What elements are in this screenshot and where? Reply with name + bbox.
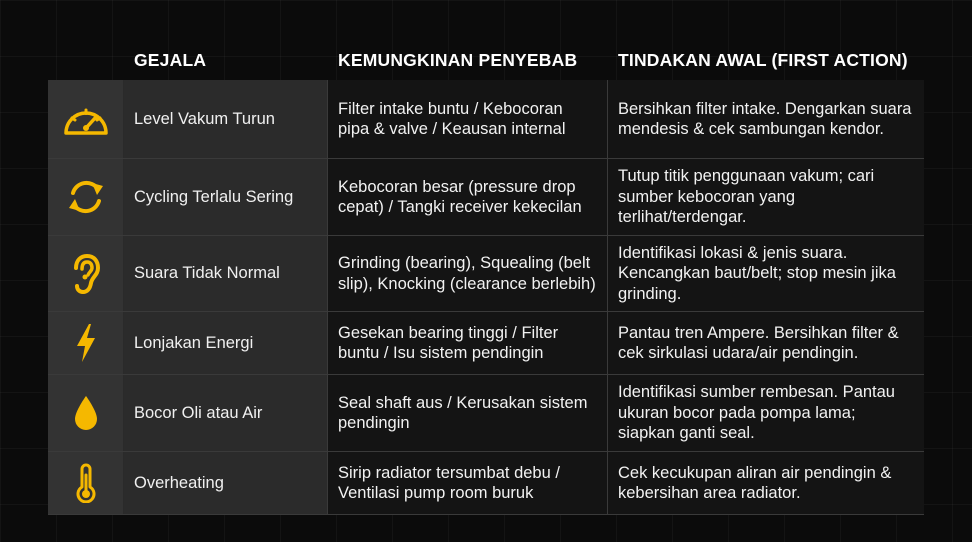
cycle-arrows-icon bbox=[64, 175, 108, 219]
cause-text: Seal shaft aus / Kerusakan sistem pendingin bbox=[328, 375, 608, 451]
icon-cell bbox=[48, 159, 124, 235]
table-row bbox=[48, 236, 924, 312]
table-row bbox=[48, 375, 924, 452]
table-header bbox=[48, 40, 924, 80]
cause-text: Sirip radiator tersumbat debu / Ventilasi pump room buruk bbox=[328, 452, 608, 514]
cause-text: Grinding (bearing), Squealing (belt slip), Knocking (clearance berlebih) bbox=[328, 236, 608, 311]
symptom-label: Cycling Terlalu Sering bbox=[124, 159, 328, 235]
action-text: Identifikasi sumber rembesan. Pantau ukuran bocor pada pompa lama; siapkan ganti seal. bbox=[608, 375, 924, 451]
header-symptom: GEJALA bbox=[134, 49, 207, 70]
symptom-label: Lonjakan Energi bbox=[124, 312, 328, 374]
gauge-icon bbox=[62, 101, 110, 137]
header-action: TINDAKAN AWAL (FIRST ACTION) bbox=[618, 49, 908, 70]
symptom-label: Bocor Oli atau Air bbox=[124, 375, 328, 451]
icon-cell bbox=[48, 312, 124, 374]
troubleshooting-table bbox=[48, 40, 924, 515]
icon-cell bbox=[48, 236, 124, 311]
symptom-label: Suara Tidak Normal bbox=[124, 236, 328, 311]
cause-text: Gesekan bearing tinggi / Filter buntu / Isu sistem pendingin bbox=[328, 312, 608, 374]
symptom-label: Overheating bbox=[124, 452, 328, 514]
symptom-label: Level Vakum Turun bbox=[124, 80, 328, 158]
header-cause: KEMUNGKINAN PENYEBAB bbox=[338, 49, 578, 70]
icon-cell bbox=[48, 452, 124, 514]
icon-cell bbox=[48, 375, 124, 451]
lightning-bolt-icon bbox=[74, 323, 98, 363]
action-text: Identifikasi lokasi & jenis suara. Kencangkan baut/belt; stop mesin jika grinding. bbox=[608, 236, 924, 311]
thermometer-icon bbox=[75, 463, 97, 503]
action-text: Cek kecukupan aliran air pendingin & kebersihan area radiator. bbox=[608, 452, 924, 514]
table-row bbox=[48, 80, 924, 159]
action-text: Pantau tren Ampere. Bersihkan filter & cek sirkulasi udara/air pendingin. bbox=[608, 312, 924, 374]
cause-text: Filter intake buntu / Kebocoran pipa & valve / Keausan internal bbox=[328, 80, 608, 158]
ear-icon bbox=[70, 253, 102, 295]
droplet-icon bbox=[72, 394, 100, 432]
cause-text: Kebocoran besar (pressure drop cepat) / Tangki receiver kekecilan bbox=[328, 159, 608, 235]
table-row bbox=[48, 159, 924, 236]
table-row bbox=[48, 452, 924, 515]
table-row bbox=[48, 312, 924, 375]
action-text: Tutup titik penggunaan vakum; cari sumber kebocoran yang terlihat/terdengar. bbox=[608, 159, 924, 235]
action-text: Bersihkan filter intake. Dengarkan suara mendesis & cek sambungan kendor. bbox=[608, 80, 924, 158]
icon-cell bbox=[48, 80, 124, 158]
